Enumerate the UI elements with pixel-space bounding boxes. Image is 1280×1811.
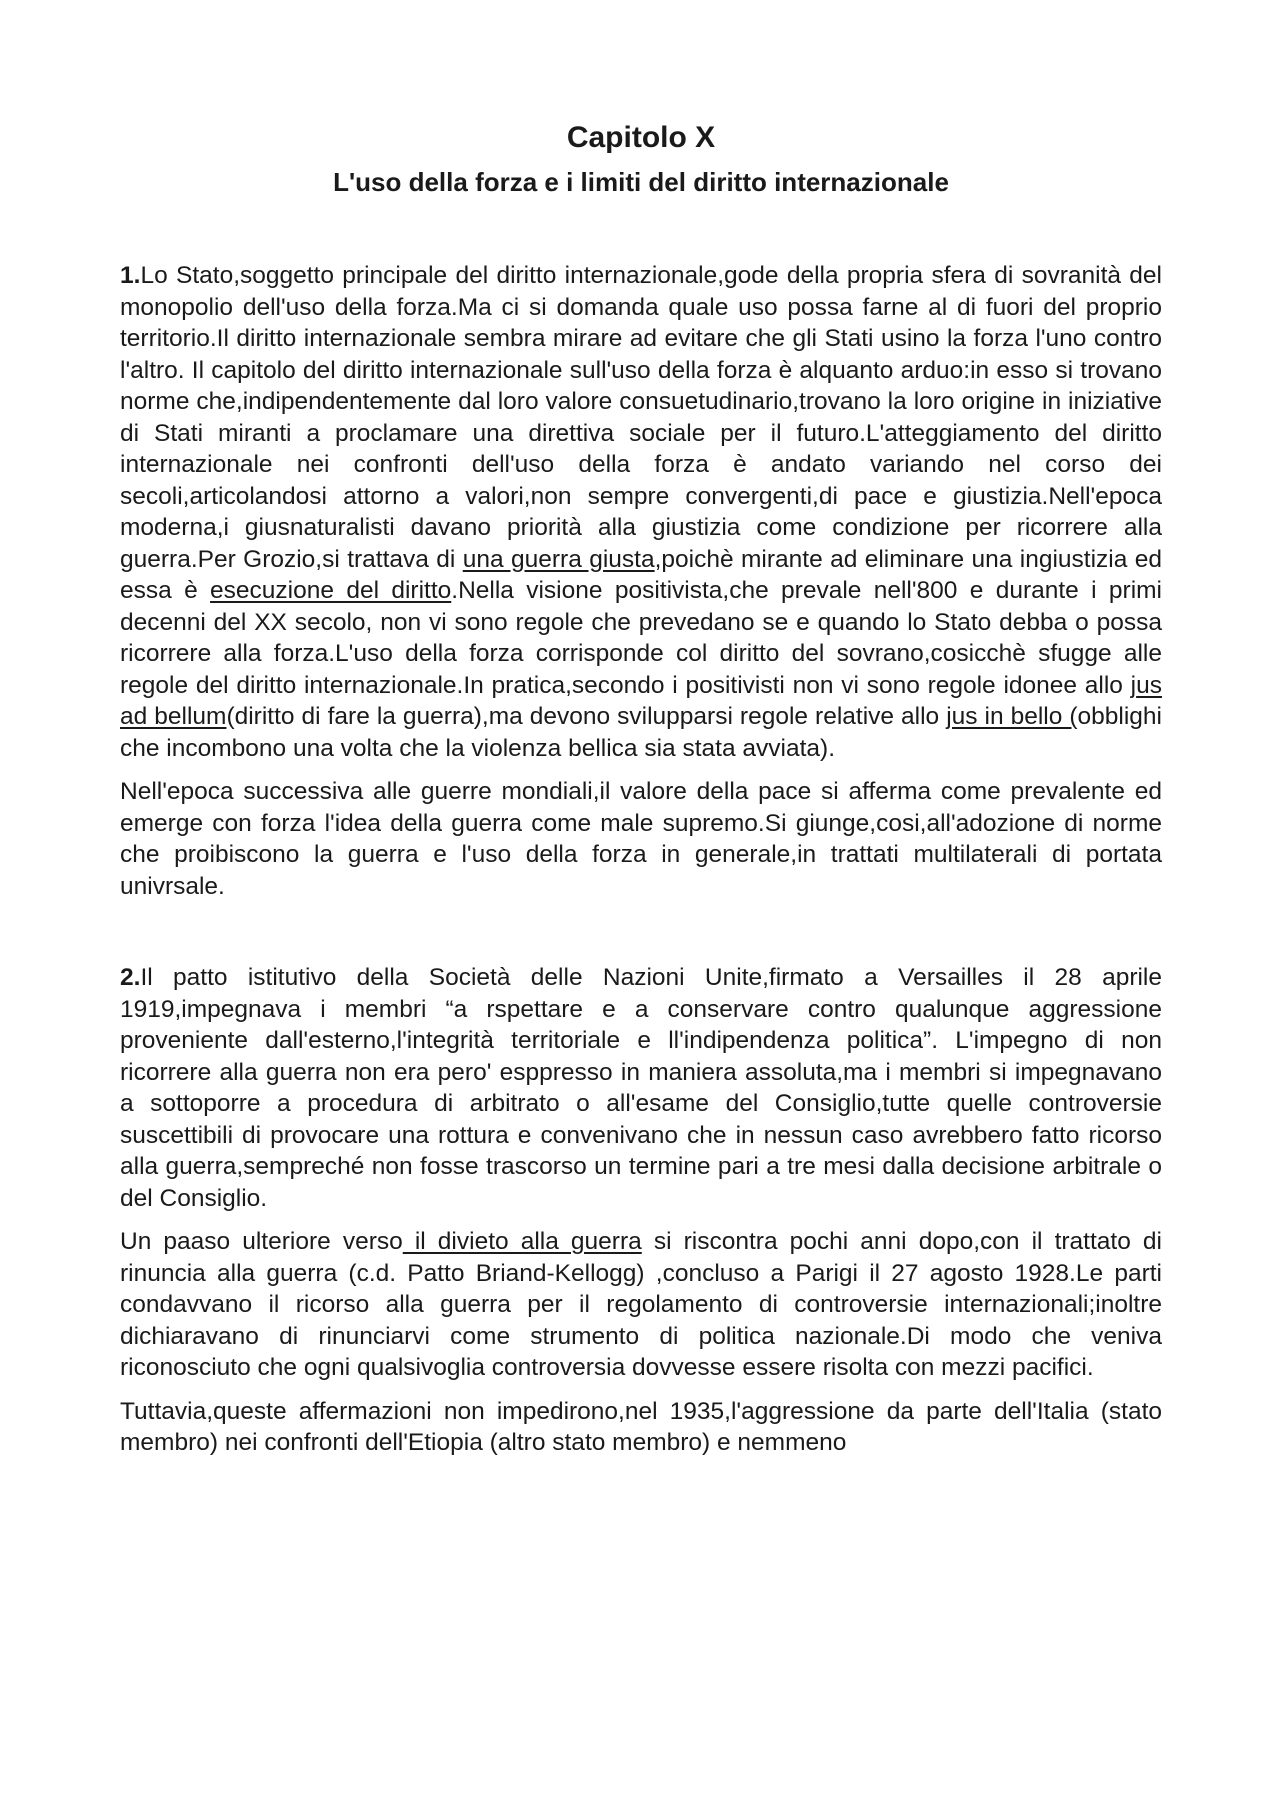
text-run: si riscontra pochi anni dopo,con il trattato di rinuncia alla guerra (c.d. Patto Briand-Kellogg) ,concluso a Parigi il 27 agosto 1928.Le parti condavvano il ricorso alla guerra per il regolamento di controversie internazionali;inoltre dichiaravano di rinunciarvi come strumento di politica nazionale.Di modo che veniva riconosciuto che ogni qualsivoglia controversia dovvesse essere risolta con mezzi pacifici. <box>120 1228 1162 1381</box>
underlined-phrase: il divieto alla guerra <box>402 1228 642 1255</box>
text-run: obblighi che incombono una volta che la violenza bellica sia stata avviata). <box>120 703 1163 762</box>
section-1-number: 1. <box>120 262 141 289</box>
text-run: Un paaso ulteriore verso <box>120 1228 403 1255</box>
text-run: (diritto di fare la guerra),ma devono svilupparsi regole relative allo <box>226 703 947 730</box>
text-run: Lo Stato,soggetto principale del diritto internazionale,gode della propria sfera di sovranità del monopolio dell'uso della forza.Ma ci si domanda quale uso possa farne al di fuori del proprio territorio.Il diritto internazionale sembra mirare ad evitare che gli Stati usino la forza l'uno contro l'altro. Il capitolo del diritto internazionale sull'uso della forza è alquanto arduo:in esso si trovano norme che,indipendentemente dal loro valore consuetudinario,trovano la loro origine in iniziative di Stati miranti a proclamare una direttiva sociale per il futuro.L'atteggiamento del diritto internazionale nei confronti dell'uso della forza è andato variando nel corso dei secoli,articolandosi attorno a valori,non sempre convergenti,di pace e giustizia.Nell'epoca moderna,i giusnaturalisti davano priorità alla giustizia come condizione per ricorrere alla guerra.Per Grozio,si trattava di <box>120 262 1162 573</box>
underlined-phrase: jus in bello ( <box>946 703 1078 730</box>
chapter-title: L'uso della forza e i limiti del diritto internazionale <box>333 167 949 197</box>
section-2-number: 2. <box>120 964 141 991</box>
underlined-phrase: esecuzione del diritto <box>210 577 452 604</box>
section-1-paragraph-1 <box>120 260 1162 764</box>
text-run: Il patto istitutivo della Società delle Nazioni Unite,firmato a Versailles il 28 aprile 1919,impegnava i membri “a rspettare e a conservare contro qualunque aggressione proveniente dall'esterno,l'integrità territoriale e ll'indipendenza politica”. L'impegno di non ricorrere alla guerra non era pero' esppresso in maniera assoluta,ma i membri si impegnavano a sottoporre a procedura di arbitrato o all'esame del Consiglio,tutte quelle controversie suscettibili di provocare una rottura e convenivano che in nessun caso avrebbero fatto ricorso alla guerra,sempreché non fosse trascorso un termine pari a tre mesi dalla decisione arbitrale o del Consiglio. <box>120 964 1162 1212</box>
text-run: .Nella visione positivista,che prevale nell'800 e durante i primi decenni del XX secolo, non vi sono regole che prevedano se e quando lo Stato debba o possa ricorrere alla forza.L'uso della forza corrisponde col diritto del sovrano,cosicchè sfugge alle regole del diritto internazionale.In pratica,secondo i positivisti non vi sono regole idonee allo j <box>120 577 1162 699</box>
section-2-paragraph-1 <box>120 962 1162 1214</box>
underlined-phrase: us ad bellum <box>120 671 1162 730</box>
chapter-heading: Capitolo X <box>566 121 716 154</box>
section-2-paragraph-2 <box>120 1226 1162 1384</box>
text-run: ,poichè mirante ad eliminare una ingiustizia ed essa è <box>120 545 1162 604</box>
section-2-paragraph-3: Tuttavia,queste affermazioni non impedirono,nel 1935,l'aggressione da parte dell'Italia (stato membro) nei confronti dell'Etiopia (altro stato membro) e nemmeno <box>120 1397 1162 1456</box>
underlined-phrase: una guerra giusta <box>462 545 655 573</box>
section-1-paragraph-2: Nell'epoca successiva alle guerre mondiali,il valore della pace si afferma come prevalente ed emerge con forza l'idea della guerra come male supremo.Si giunge,cosi,all'adozione di norme che proibiscono la guerra e l'uso della forza in generale,in trattati multilaterali di portata univrsale. <box>120 778 1162 900</box>
